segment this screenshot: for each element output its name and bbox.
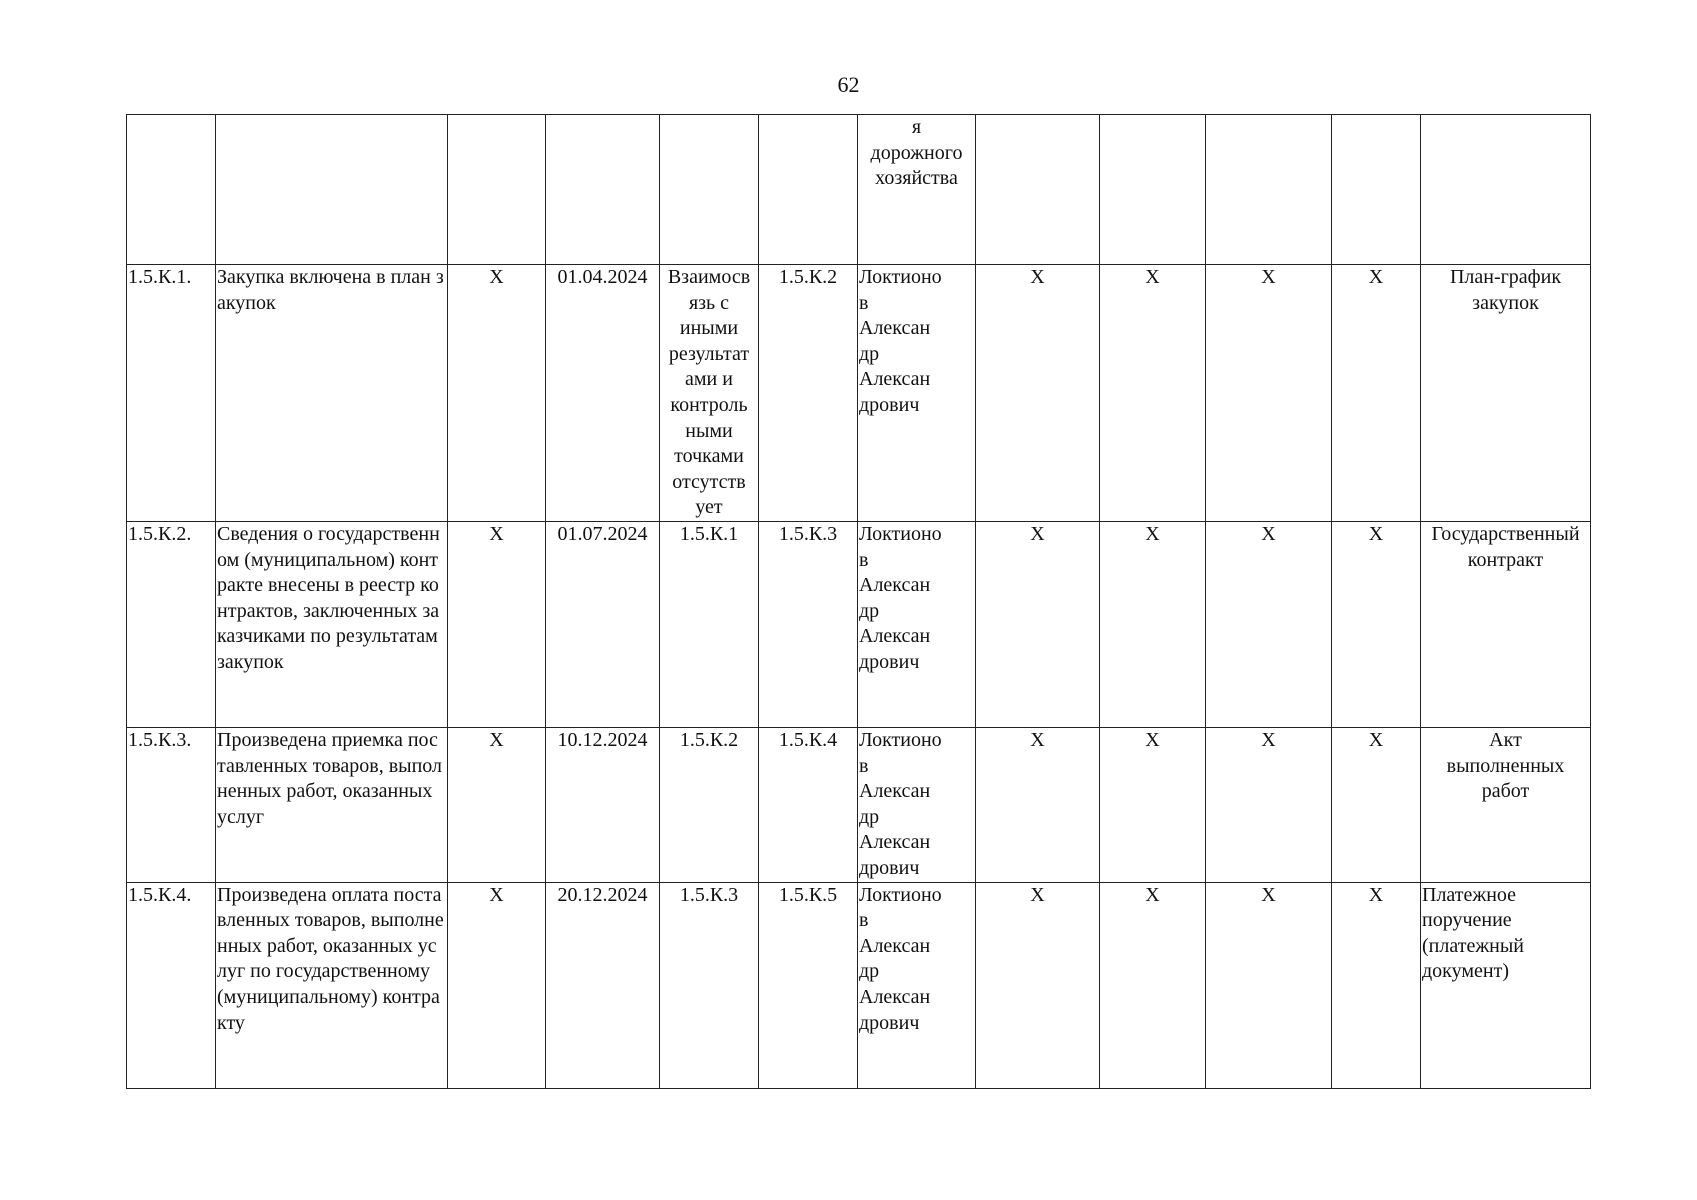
continuation-row [127, 115, 1591, 265]
mark-cell: Х [448, 882, 546, 1088]
responsible-cell: Локтионо в Алексан др Алексан дрович [858, 265, 976, 522]
responsible-cell: Локтионо в Алексан др Алексан дрович [858, 728, 976, 883]
table-cell [1206, 115, 1332, 265]
table-cell [448, 115, 546, 265]
mark-cell: Х [1100, 728, 1206, 883]
table-row [127, 265, 1591, 522]
mark-cell: Х [448, 522, 546, 728]
table-row [127, 882, 1591, 1088]
previous-point-cell: 1.5.К.3 [660, 882, 759, 1088]
control-point-code: 1.5.К.4. [127, 882, 216, 1088]
table-cell [660, 115, 759, 265]
table-row [127, 728, 1591, 883]
mark-cell: Х [1206, 882, 1332, 1088]
control-point-name: Закупка включена в план закупок [216, 265, 448, 522]
mark-cell: Х [448, 728, 546, 883]
next-point-cell: 1.5.К.2 [759, 265, 858, 522]
control-point-code: 1.5.К.3. [127, 728, 216, 883]
mark-cell: Х [976, 265, 1100, 522]
previous-point-cell: Взаимосв язь с иными результат ами и контроль ными точками отсутств ует [660, 265, 759, 522]
mark-cell: Х [1206, 522, 1332, 728]
table-cell [976, 115, 1100, 265]
previous-point-cell: 1.5.К.2 [660, 728, 759, 883]
document-cell: Государственный контракт [1421, 522, 1591, 728]
mark-cell: Х [976, 882, 1100, 1088]
table-cell [127, 115, 216, 265]
mark-cell: Х [1332, 265, 1421, 522]
mark-cell: Х [1100, 265, 1206, 522]
next-point-cell: 1.5.К.3 [759, 522, 858, 728]
control-point-code: 1.5.К.2. [127, 522, 216, 728]
date-cell: 01.07.2024 [546, 522, 660, 728]
responsible-cell: я дорожного хозяйства [858, 115, 976, 265]
document-cell: Акт выполненных работ [1421, 728, 1591, 883]
next-point-cell: 1.5.К.4 [759, 728, 858, 883]
mark-cell: Х [1206, 265, 1332, 522]
mark-cell: Х [1206, 728, 1332, 883]
responsible-cell: Локтионо в Алексан др Алексан дрович [858, 522, 976, 728]
mark-cell: Х [1332, 522, 1421, 728]
control-point-name: Произведена оплата поставленных товаров, выполненных работ, оказанных услуг по государственному (муниципальному) контракту [216, 882, 448, 1088]
document-cell: Платежное поручение (платежный документ) [1421, 882, 1591, 1088]
date-cell: 10.12.2024 [546, 728, 660, 883]
table-row [127, 522, 1591, 728]
control-points-table [126, 114, 1591, 1089]
table-cell [759, 115, 858, 265]
control-point-name: Сведения о государственном (муниципальном) контракте внесены в реестр контрактов, заключенных заказчиками по результатам закупок [216, 522, 448, 728]
control-point-code: 1.5.К.1. [127, 265, 216, 522]
mark-cell: Х [976, 728, 1100, 883]
table-cell [1421, 115, 1591, 265]
control-point-name: Произведена приемка поставленных товаров, выполненных работ, оказанных услуг [216, 728, 448, 883]
table-cell [216, 115, 448, 265]
mark-cell: Х [1332, 882, 1421, 1088]
responsible-cell: Локтионо в Алексан др Алексан дрович [858, 882, 976, 1088]
table-cell [1100, 115, 1206, 265]
date-cell: 20.12.2024 [546, 882, 660, 1088]
page-number: 62 [837, 72, 860, 97]
document-cell: План-график закупок [1421, 265, 1591, 522]
mark-cell: Х [1100, 882, 1206, 1088]
mark-cell: Х [1332, 728, 1421, 883]
table-cell [1332, 115, 1421, 265]
mark-cell: Х [976, 522, 1100, 728]
table-cell [546, 115, 660, 265]
mark-cell: Х [1100, 522, 1206, 728]
date-cell: 01.04.2024 [546, 265, 660, 522]
next-point-cell: 1.5.К.5 [759, 882, 858, 1088]
previous-point-cell: 1.5.К.1 [660, 522, 759, 728]
mark-cell: Х [448, 265, 546, 522]
